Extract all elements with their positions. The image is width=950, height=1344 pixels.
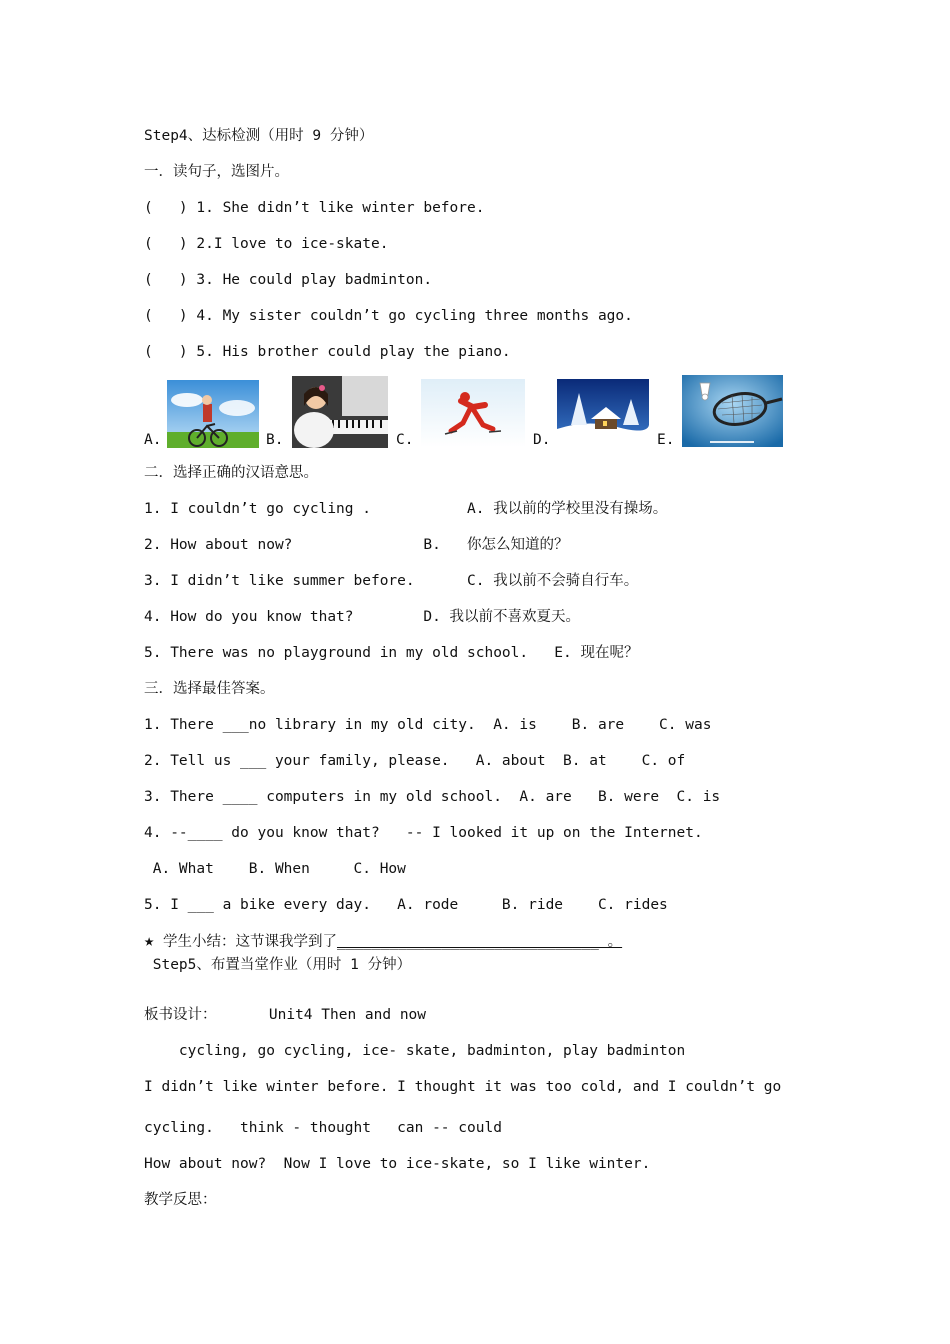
list-item: 4. How do you know that? D. 我以前不喜欢夏天。	[144, 609, 581, 625]
picture-piano	[292, 376, 388, 448]
list-item: 1. There ___no library in my old city. A. is B. are C. was	[144, 717, 712, 733]
section3-heading: 三．选择最佳答案。	[144, 681, 275, 697]
picture-label-e: E.	[657, 432, 675, 448]
student-summary	[144, 931, 622, 952]
list-item: ( ) 1. She didn’t like winter before.	[144, 200, 485, 216]
list-item: 3. I didn’t like summer before. C. 我以前不会骑自行车。	[144, 573, 639, 589]
section2-heading: 二．选择正确的汉语意思。	[144, 465, 318, 481]
step5-title: Step5、布置当堂作业（用时 1 分钟）	[144, 957, 412, 973]
picture-winter	[557, 379, 649, 447]
star-icon: ★	[144, 931, 155, 951]
board-line: cycling, go cycling, ice- skate, badminton, play badminton	[144, 1043, 686, 1059]
list-item: ( ) 3. He could play badminton.	[144, 272, 433, 288]
summary-blank: ______________________________ 。	[336, 934, 623, 950]
list-item: A. What B. When C. How	[144, 861, 406, 877]
list-item: 5. There was no playground in my old school. E. 现在呢？	[144, 645, 639, 661]
list-item: 3. There ____ computers in my old school. A. are B. were C. is	[144, 789, 721, 805]
summary-label: 学生小结：这节课我学到了	[154, 934, 337, 950]
picture-ice-skating	[421, 379, 525, 447]
list-item: 5. I ___ a bike every day. A. rode B. ride C. rides	[144, 897, 668, 913]
picture-badminton	[682, 375, 783, 447]
list-item: 1. I couldn’t go cycling . A. 我以前的学校里没有操场。	[144, 501, 668, 517]
reflection-heading: 教学反思：	[144, 1192, 217, 1208]
list-item: ( ) 4. My sister couldn’t go cycling three months ago.	[144, 308, 633, 324]
list-item: ( ) 5. His brother could play the piano.	[144, 344, 511, 360]
picture-label-b: B.	[266, 432, 284, 448]
board-line: cycling. think - thought can -- could	[144, 1120, 502, 1136]
picture-label-c: C.	[396, 432, 414, 448]
picture-label-d: D.	[533, 432, 551, 448]
step4-title: Step4、达标检测（用时 9 分钟）	[144, 128, 374, 144]
picture-cycling	[167, 380, 259, 448]
list-item: ( ) 2.I love to ice-skate.	[144, 236, 389, 252]
board-line: How about now? Now I love to ice-skate, so I like winter.	[144, 1156, 651, 1172]
board-heading: 板书设计： Unit4 Then and now	[144, 1007, 427, 1023]
list-item: 2. How about now? B. 你怎么知道的？	[144, 537, 569, 553]
list-item: 2. Tell us ___ your family, please. A. about B. at C. of	[144, 753, 686, 769]
board-line: I didn’t like winter before. I thought it was too cold, and I couldn’t go	[144, 1079, 782, 1095]
section1-heading: 一．读句子，选图片。	[144, 164, 289, 180]
picture-label-a: A.	[144, 432, 162, 448]
list-item: 4. --____ do you know that? -- I looked it up on the Internet.	[144, 825, 703, 841]
